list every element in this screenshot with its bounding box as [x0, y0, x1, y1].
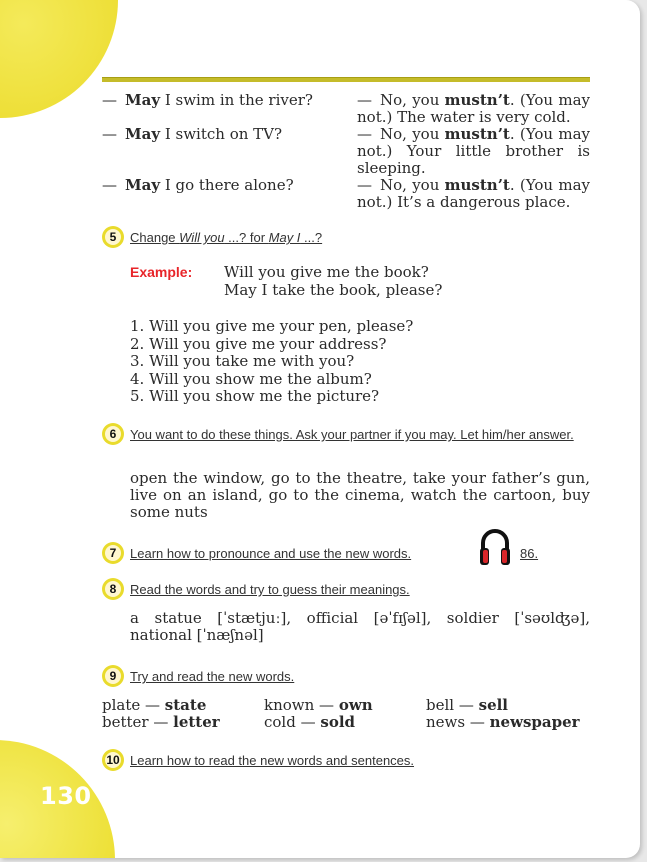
task-instruction: You want to do these things. Ask your partner if you may. Let him/her answer.	[130, 427, 574, 442]
task-instruction: Learn how to read the new words and sentences.	[130, 753, 415, 768]
list-item: 1. Will you give me your pen, please?	[130, 317, 414, 335]
vocabulary-transcriptions: a statue [ˈstætjuː], official [əˈfɪʃəl], soldier [ˈsəʊlʤə], national [ˈnæʃnəl]	[130, 609, 590, 644]
list-item: 5. Will you show me the picture?	[130, 387, 380, 405]
word-pair: cold — sold	[264, 713, 356, 731]
task-instruction: Change Will you ...? for May I ...?	[130, 230, 323, 245]
phrase-list: open the window, go to the theatre, take your father’s gun, live on an island, go to the cinema, watch the cartoon, buy some nuts	[130, 469, 590, 521]
word-pair: news — newspaper	[426, 713, 580, 731]
textbook-page: 130 — May I swim in the river? — No, you mustn’t. (You may not.) The water is very cold. — May I switch on TV? — No, you mustn’t. (You may not.) Your little brother is sleeping. — May I go there alone? — No, you mustn’t. (You may not.) It’s a dangerous place. 5 Change Will you ...? for May I ...? Example: Will you give me the book? May I take the book, please? 1. Will you give me your pen, please? 2. Will you give me your address? 3. Will you take me with you? 4. Will you show me the album? 5. Will you show me the picture? 6 You want to do these things. Ask your partner if you may. Let him/her answer. open the window, go to the theatre, take your father’s gun, live on an island, go to the cinema, watch the cartoon, buy some nuts 7 Learn how to pronounce and use the new words. 86. 8 Read the words and try to guess their meanings. a statue [ˈstætjuː], official [əˈfɪʃəl], soldier [ˈsəʊlʤə], national [ˈnæʃnəl] 9 Try and read the new words. plate — state known — own bell — sell better — letter cold — sold news — newspaper 10 Learn how to read the new words and sentences.	[0, 0, 640, 858]
list-item: 2. Will you give me your address?	[130, 334, 387, 353]
list-item: 3. Will you take me with you?	[130, 352, 355, 370]
task-number-badge: 8	[102, 578, 124, 600]
task-number-badge: 10	[102, 749, 124, 771]
word-pair: known — own	[264, 696, 373, 714]
page-reference: 86.	[520, 546, 539, 561]
task-number-badge: 5	[102, 226, 124, 248]
word-pair: bell — sell	[426, 696, 509, 714]
task-instruction: Learn how to pronounce and use the new words.	[130, 546, 412, 561]
headphones-icon	[478, 528, 512, 568]
example-label: Example:	[130, 264, 193, 280]
task-instruction: Read the words and try to guess their meanings.	[130, 582, 410, 597]
section-rule	[102, 77, 590, 82]
task-instruction: Try and read the new words.	[130, 669, 295, 684]
page-number: 130	[40, 782, 92, 810]
list-item: 4. Will you show me the album?	[130, 369, 372, 388]
example-line: Will you give me the book?	[224, 263, 429, 281]
word-pair: better — letter	[102, 713, 220, 731]
example-line: May I take the book, please?	[224, 281, 443, 299]
task-number-badge: 7	[102, 542, 124, 564]
exercise-list	[130, 318, 413, 406]
task-number-badge: 9	[102, 665, 124, 687]
task-number-badge: 6	[102, 423, 124, 445]
decorative-circle-top	[0, 0, 118, 118]
word-pair: plate — state	[102, 696, 207, 714]
